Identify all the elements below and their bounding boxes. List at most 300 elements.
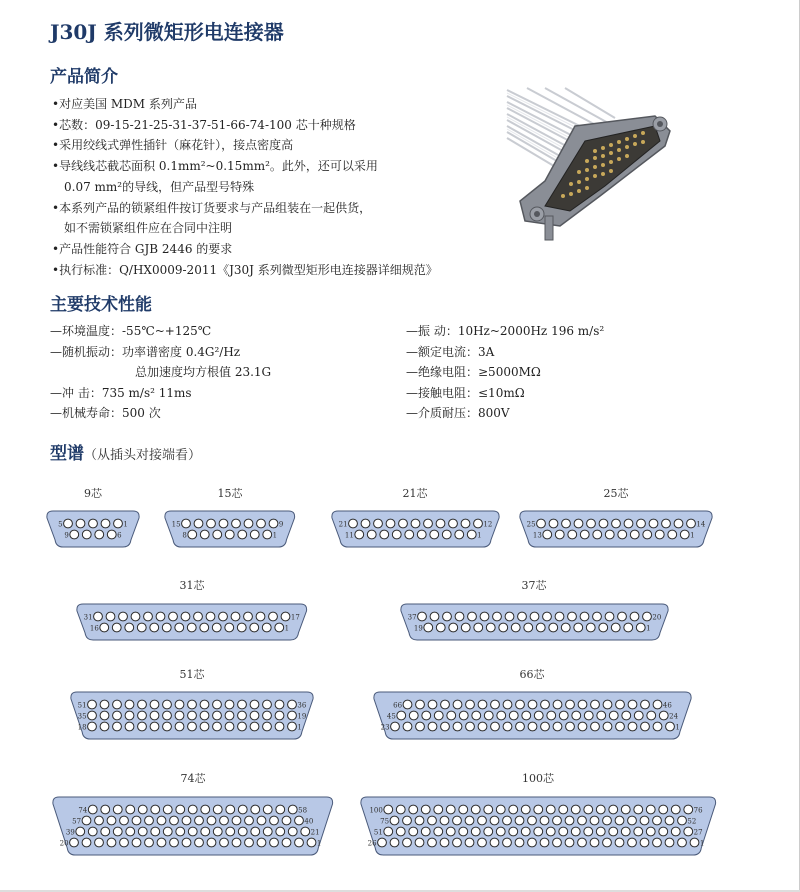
- contact-pin: [139, 805, 148, 814]
- pin-number-label: 21: [310, 828, 320, 837]
- contact-pin: [201, 827, 210, 836]
- contact-pin: [188, 623, 197, 632]
- contact-pin: [270, 838, 279, 847]
- contact-pin: [523, 623, 532, 632]
- contact-pin: [465, 816, 474, 825]
- contact-pin: [163, 623, 172, 632]
- contact-pin: [384, 805, 393, 814]
- pin-number-label: 1: [645, 624, 651, 633]
- pin-number-label: 35: [77, 712, 87, 721]
- contact-pin: [89, 805, 98, 814]
- contact-pin: [390, 722, 399, 731]
- contact-pin: [640, 722, 649, 731]
- connector-label: 21芯: [402, 487, 428, 500]
- contact-pin: [561, 623, 570, 632]
- pin-number-label: 16: [90, 624, 100, 633]
- contact-pin: [238, 722, 247, 731]
- pin-number-label: 19: [413, 624, 423, 633]
- spec-item: —额定电流：3A: [406, 344, 495, 359]
- contact-pin: [559, 711, 568, 720]
- contact-pin: [201, 805, 210, 814]
- contact-pin: [459, 805, 468, 814]
- connector-shell: [517, 509, 715, 549]
- contact-pin: [640, 816, 649, 825]
- contact-pin: [429, 530, 438, 539]
- contact-pin: [440, 722, 449, 731]
- contact-pin: [189, 805, 198, 814]
- contact-pin: [288, 722, 297, 731]
- contact-pin: [269, 519, 278, 528]
- contact-pin: [578, 700, 587, 709]
- contact-pin: [82, 530, 91, 539]
- contact-pin: [434, 805, 443, 814]
- contact-pin: [282, 838, 291, 847]
- contact-pin: [684, 805, 693, 814]
- connector-diagram: [50, 795, 336, 857]
- contact-pin: [615, 700, 624, 709]
- contact-pin: [125, 700, 134, 709]
- contact-pin: [384, 827, 393, 836]
- spec-item: —环境温度：-55℃~+125℃: [50, 324, 212, 338]
- contact-pin: [611, 623, 620, 632]
- contact-pin: [521, 827, 530, 836]
- contact-pin: [542, 612, 551, 621]
- contact-pin: [415, 722, 424, 731]
- contact-pin: [609, 827, 618, 836]
- contact-pin: [509, 827, 518, 836]
- contact-pin: [423, 519, 432, 528]
- contact-pin: [194, 519, 203, 528]
- contact-pin: [598, 623, 607, 632]
- connector-label: 51芯: [179, 668, 205, 681]
- contact-pin: [175, 711, 184, 720]
- contact-pin: [496, 827, 505, 836]
- contact-pin: [568, 530, 577, 539]
- contact-pin: [454, 530, 463, 539]
- contact-pin: [440, 838, 449, 847]
- contact-pin: [239, 827, 248, 836]
- contact-pin: [640, 700, 649, 709]
- contact-pin: [596, 711, 605, 720]
- contact-pin: [113, 700, 122, 709]
- contact-pin: [175, 722, 184, 731]
- contact-pin: [596, 805, 605, 814]
- contact-pin: [502, 816, 511, 825]
- contact-pin: [565, 816, 574, 825]
- contact-pin: [377, 838, 386, 847]
- intro-item-continuation: 如不需锁紧组件应在合同中注明: [64, 221, 233, 236]
- contact-pin: [195, 816, 204, 825]
- contact-pin: [403, 700, 412, 709]
- contact-pin: [101, 805, 110, 814]
- contact-pin: [132, 838, 141, 847]
- contact-pin: [132, 816, 141, 825]
- connector-diagram: [398, 602, 671, 642]
- contact-pin: [100, 711, 109, 720]
- contact-pin: [88, 711, 97, 720]
- contact-pin: [95, 838, 104, 847]
- pin-number-label: 11: [344, 531, 354, 540]
- connector-diagram: [162, 509, 298, 549]
- contact-pin: [200, 722, 209, 731]
- intro-item-continuation: 0.07 mm²的导线，但产品型号特殊: [64, 179, 255, 194]
- contact-pin: [543, 530, 552, 539]
- pin-number-label: 1: [690, 531, 695, 540]
- contact-pin: [232, 519, 241, 528]
- connector-shell: [358, 795, 719, 857]
- contact-pin: [94, 612, 103, 621]
- contact-pin: [256, 612, 265, 621]
- contact-pin: [453, 722, 462, 731]
- pin-number-label: 39: [66, 828, 76, 837]
- contact-pin: [603, 722, 612, 731]
- contact-pin: [665, 722, 674, 731]
- intro-item: •产品性能符合 GJB 2446 的要求: [52, 241, 233, 256]
- contact-pin: [540, 816, 549, 825]
- contact-pin: [571, 827, 580, 836]
- pin-number-label: 5: [58, 520, 63, 529]
- contact-pin: [492, 612, 501, 621]
- contact-pin: [220, 816, 229, 825]
- connector-label: 100芯: [522, 772, 554, 785]
- contact-pin: [428, 700, 437, 709]
- contact-pin: [126, 827, 135, 836]
- contact-pin: [505, 612, 514, 621]
- contact-pin: [150, 700, 159, 709]
- intro-item: •对应美国 MDM 系列产品: [52, 97, 197, 111]
- pin-number-label: 14: [696, 520, 706, 529]
- contact-pin: [602, 816, 611, 825]
- contact-pin: [515, 816, 524, 825]
- contact-pin: [534, 711, 543, 720]
- contact-pin: [465, 722, 474, 731]
- connector-diagram: [44, 509, 142, 549]
- spec-item: —接触电阻：≤10mΩ: [406, 385, 525, 400]
- contact-pin: [537, 519, 546, 528]
- contact-pin: [409, 711, 418, 720]
- contact-pin: [275, 700, 284, 709]
- contact-pin: [605, 530, 614, 539]
- contact-pin: [659, 827, 668, 836]
- contact-pin: [417, 612, 426, 621]
- contact-pin: [459, 711, 468, 720]
- specs-right: [406, 321, 604, 424]
- contact-pin: [634, 805, 643, 814]
- contact-pin: [446, 711, 455, 720]
- contact-pin: [486, 623, 495, 632]
- contact-pin: [509, 711, 518, 720]
- contact-pin: [478, 722, 487, 731]
- contact-pin: [295, 838, 304, 847]
- contact-pin: [477, 816, 486, 825]
- contact-pin: [225, 623, 234, 632]
- intro-item: •采用绞线式弹性插针（麻花针），接点密度高: [52, 138, 294, 153]
- contact-pin: [627, 838, 636, 847]
- spec-item: —绝缘电阻：≥5000MΩ: [406, 365, 541, 379]
- contact-pin: [238, 711, 247, 720]
- pin-number-label: 12: [482, 520, 492, 529]
- contact-pin: [214, 805, 223, 814]
- contact-pin: [603, 700, 612, 709]
- contact-pin: [250, 722, 259, 731]
- contact-pin: [289, 827, 298, 836]
- contact-pin: [373, 519, 382, 528]
- contact-pin: [200, 711, 209, 720]
- contact-pin: [164, 827, 173, 836]
- contact-pin: [659, 805, 668, 814]
- contact-pin: [552, 816, 561, 825]
- pin-number-label: 75: [379, 817, 389, 826]
- contact-pin: [599, 519, 608, 528]
- contact-pin: [590, 816, 599, 825]
- pin-number-label: 27: [693, 828, 703, 837]
- connector-label: 9芯: [84, 487, 102, 500]
- contact-pin: [440, 816, 449, 825]
- contact-pin: [687, 519, 696, 528]
- contact-pin: [590, 700, 599, 709]
- contact-pin: [567, 612, 576, 621]
- contact-pin: [653, 700, 662, 709]
- contact-pin: [674, 519, 683, 528]
- contact-pin: [82, 816, 91, 825]
- contact-pin: [642, 612, 651, 621]
- contact-pin: [503, 700, 512, 709]
- pin-number-label: 23: [380, 723, 390, 732]
- pin-number-label: 58: [298, 806, 308, 815]
- contact-pin: [473, 623, 482, 632]
- contact-pin: [571, 805, 580, 814]
- contact-pin: [150, 623, 159, 632]
- contact-pin: [452, 816, 461, 825]
- contact-pin: [125, 711, 134, 720]
- pin-number-label: 100: [369, 806, 383, 815]
- contact-pin: [442, 612, 451, 621]
- connector-label: 15芯: [217, 487, 243, 500]
- contact-pin: [515, 700, 524, 709]
- contact-pin: [646, 711, 655, 720]
- contact-pin: [238, 530, 247, 539]
- contact-pin: [163, 700, 172, 709]
- contact-pin: [250, 700, 259, 709]
- contact-pin: [430, 612, 439, 621]
- contact-pin: [421, 805, 430, 814]
- contact-pin: [592, 612, 601, 621]
- product-photo: [505, 86, 675, 246]
- contact-pin: [225, 722, 234, 731]
- contact-pin: [578, 722, 587, 731]
- contact-pin: [76, 827, 85, 836]
- contact-pin: [182, 816, 191, 825]
- contact-pin: [245, 816, 254, 825]
- contact-pin: [163, 711, 172, 720]
- contact-pin: [114, 805, 123, 814]
- contact-pin: [226, 827, 235, 836]
- contact-pin: [403, 722, 412, 731]
- contact-pin: [263, 623, 272, 632]
- contact-pin: [219, 519, 228, 528]
- catalog-title: 型谱: [50, 444, 84, 464]
- contact-pin: [125, 722, 134, 731]
- connector-shell-outline: [520, 511, 712, 547]
- contact-pin: [276, 827, 285, 836]
- contact-pin: [100, 722, 109, 731]
- contact-pin: [281, 612, 290, 621]
- contact-pin: [270, 816, 279, 825]
- contact-pin: [652, 838, 661, 847]
- contact-pin: [509, 805, 518, 814]
- contact-pin: [213, 623, 222, 632]
- contact-pin: [361, 519, 370, 528]
- pin-number-label: 1: [272, 531, 278, 540]
- connector-label: 66芯: [519, 668, 545, 681]
- contact-pin: [219, 612, 228, 621]
- contact-pin: [659, 711, 668, 720]
- contact-pin: [409, 805, 418, 814]
- connector-shell: [329, 509, 502, 549]
- connector-shell: [44, 509, 142, 549]
- contact-pin: [226, 530, 235, 539]
- contact-pin: [546, 805, 555, 814]
- contact-pin: [70, 838, 79, 847]
- contact-pin: [465, 700, 474, 709]
- contact-pin: [436, 519, 445, 528]
- contact-pin: [615, 838, 624, 847]
- contact-pin: [421, 827, 430, 836]
- contact-pin: [609, 805, 618, 814]
- contact-pin: [665, 816, 674, 825]
- contact-pin: [477, 838, 486, 847]
- pin-number-label: 51: [77, 701, 87, 710]
- contact-pin: [156, 612, 165, 621]
- contact-pin: [546, 827, 555, 836]
- contact-pin: [138, 722, 147, 731]
- contact-pin: [194, 612, 203, 621]
- contact-pin: [264, 827, 273, 836]
- spec-item: —机械寿命：500 次: [50, 406, 161, 420]
- contact-pin: [473, 519, 482, 528]
- connector-diagram: [371, 690, 694, 741]
- contact-pin: [677, 816, 686, 825]
- pin-number-label: 20: [651, 613, 661, 622]
- contact-pin: [95, 530, 104, 539]
- pin-number-label: 13: [532, 531, 542, 540]
- contact-pin: [549, 519, 558, 528]
- contact-pin: [89, 519, 98, 528]
- contact-pin: [521, 805, 530, 814]
- contact-pin: [496, 711, 505, 720]
- spec-item: —冲 击：735 m/s² 11ms: [50, 385, 192, 400]
- contact-pin: [630, 530, 639, 539]
- contact-pin: [684, 827, 693, 836]
- contact-pin: [480, 612, 489, 621]
- contact-pin: [527, 838, 536, 847]
- contact-pin: [615, 816, 624, 825]
- pin-number-label: 45: [386, 712, 396, 721]
- contact-pin: [677, 838, 686, 847]
- spec-item-continuation: 总加速度均方根值 23.1G: [135, 365, 272, 379]
- contact-pin: [257, 838, 266, 847]
- contact-pin: [289, 805, 298, 814]
- contact-pin: [423, 623, 432, 632]
- contact-pin: [238, 700, 247, 709]
- contact-pin: [530, 612, 539, 621]
- spec-item: —振 动：10Hz~2000Hz 196 m/s²: [406, 324, 605, 338]
- contact-pin: [402, 816, 411, 825]
- contact-pin: [628, 722, 637, 731]
- contact-pin: [244, 519, 253, 528]
- intro-item: •本系列产品的锁紧组件按订货要求与产品组装在一起供货，: [52, 200, 372, 215]
- contact-pin: [521, 711, 530, 720]
- contact-pin: [188, 530, 197, 539]
- contact-pin: [565, 700, 574, 709]
- contact-pin: [415, 838, 424, 847]
- contact-pin: [263, 722, 272, 731]
- contact-pin: [461, 519, 470, 528]
- contact-pin: [114, 827, 123, 836]
- contact-pin: [201, 530, 210, 539]
- pin-number-label: 26: [367, 839, 377, 848]
- contact-pin: [490, 700, 499, 709]
- contact-pin: [145, 816, 154, 825]
- contact-pin: [139, 827, 148, 836]
- contact-pin: [176, 805, 185, 814]
- contact-pin: [379, 530, 388, 539]
- contact-pin: [170, 816, 179, 825]
- contact-pin: [640, 838, 649, 847]
- contact-pin: [150, 722, 159, 731]
- contact-pin: [536, 623, 545, 632]
- contact-pin: [590, 722, 599, 731]
- pin-number-label: 6: [117, 531, 122, 540]
- connector-diagram: [74, 602, 310, 642]
- contact-pin: [207, 519, 216, 528]
- connector-shell-outline: [400, 604, 667, 640]
- pin-number-label: 66: [392, 701, 402, 710]
- contact-pin: [471, 805, 480, 814]
- contact-pin: [392, 530, 401, 539]
- contact-pin: [295, 816, 304, 825]
- section-heading-overview: 产品简介: [50, 67, 118, 87]
- contact-pin: [275, 711, 284, 720]
- pin-number-label: 1: [476, 531, 482, 540]
- contact-pin: [502, 838, 511, 847]
- contact-pin: [612, 519, 621, 528]
- contact-pin: [404, 530, 413, 539]
- contact-pin: [409, 827, 418, 836]
- contact-pin: [584, 805, 593, 814]
- contact-pin: [511, 623, 520, 632]
- pin-number-label: 52: [687, 817, 697, 826]
- contact-pin: [88, 722, 97, 731]
- contact-pin: [534, 827, 543, 836]
- contact-pin: [478, 700, 487, 709]
- contact-pin: [151, 827, 160, 836]
- contact-pin: [195, 838, 204, 847]
- contact-pin: [157, 816, 166, 825]
- pin-number-label: 25: [526, 520, 536, 529]
- contact-pin: [555, 530, 564, 539]
- contact-pin: [82, 838, 91, 847]
- contact-pin: [225, 700, 234, 709]
- intro-item: •执行标准：Q/HX0009-2011《J30J 系列微型矩形电连接器详细规范》: [52, 262, 438, 277]
- contact-pin: [515, 722, 524, 731]
- pin-number-label: 9: [64, 531, 69, 540]
- contact-pin: [453, 700, 462, 709]
- contact-pin: [593, 530, 602, 539]
- contact-pin: [490, 722, 499, 731]
- contact-pin: [484, 805, 493, 814]
- contact-pin: [126, 805, 135, 814]
